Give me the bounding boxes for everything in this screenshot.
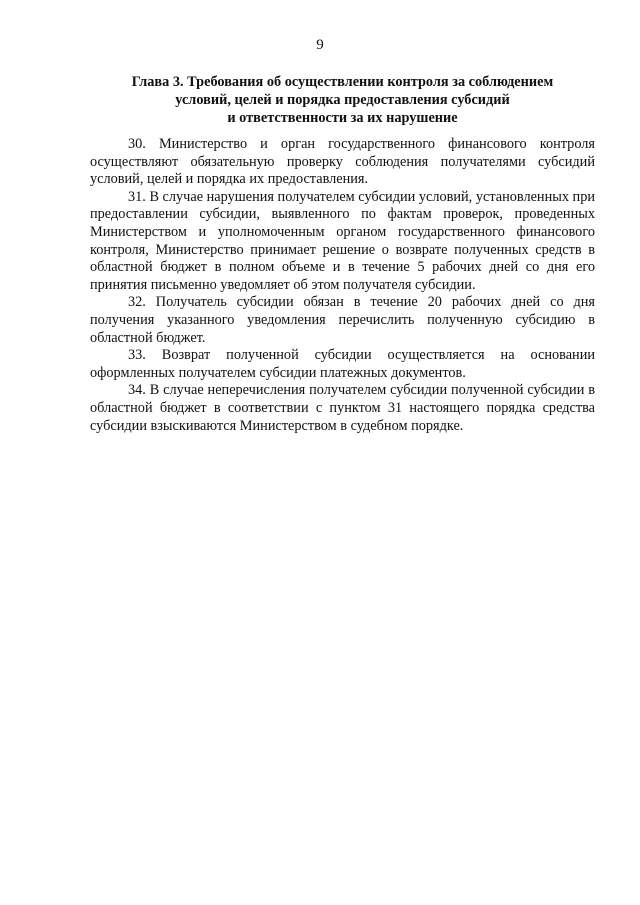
document-body xyxy=(90,136,595,435)
paragraph-31: 31. В случае нарушения получателем субсидии условий, установленных при предоставлении субсидии, выявленного по фактам проверок, проведенных Министерством и уполномоченным органом государственного финансового контроля, Министерство принимает решение о возврате полученных средств в областной бюджет в полном объеме и в течение 5 рабочих дней со дня его принятия письменно уведомляет об этом получателя субсидии. xyxy=(90,188,596,293)
paragraph-30: 30. Министерство и орган государственного финансового контроля осуществляют обязательную проверку соблюдения получателями субсидий условий, целей и порядка их предоставления. xyxy=(90,136,595,188)
paragraph-32: 32. Получатель субсидии обязан в течение 20 рабочих дней со дня получения указанного уведомления перечислить полученную субсидию в областной бюджет. xyxy=(90,294,595,346)
paragraph-33: 33. Возврат полученной субсидии осуществляется на основании оформленных получателем субсидии платежных документов. xyxy=(90,347,595,381)
chapter-title-line-1: Глава 3. Требования об осуществлении контроля за соблюдением xyxy=(131,74,554,90)
paragraph-34: 34. В случае неперечисления получателем субсидии полученной субсидии в областной бюджет в соответствии с пунктом 31 настоящего порядка средства субсидии взыскиваются Министерством в судебном порядке. xyxy=(90,382,595,434)
chapter-title xyxy=(90,73,595,127)
chapter-title-line-3: и ответственности за их нарушение xyxy=(227,110,458,126)
chapter-title-line-2: условий, целей и порядка предоставления субсидий xyxy=(175,92,510,108)
page-number: 9 xyxy=(316,37,324,53)
